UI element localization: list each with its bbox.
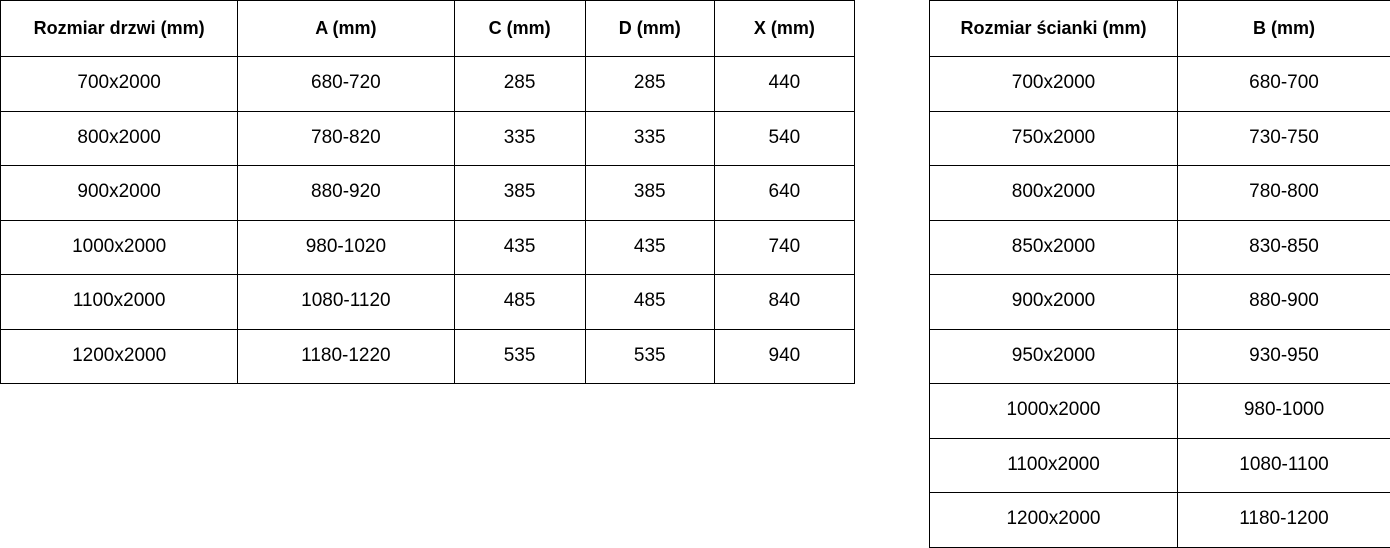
cell-b: 680-700 [1178,57,1390,112]
cell-x: 440 [714,57,854,112]
column-header-wall-size: Rozmiar ścianki (mm) [930,1,1178,57]
cell-a: 780-820 [238,111,454,166]
cell-x: 840 [714,275,854,330]
cell-b: 730-750 [1178,111,1390,166]
cell-d: 285 [585,57,714,112]
table-row [930,57,1390,112]
cell-wall-size: 1100x2000 [930,438,1178,493]
cell-a: 980-1020 [238,220,454,275]
cell-a: 680-720 [238,57,454,112]
cell-door-size: 1200x2000 [1,329,238,384]
cell-door-size: 900x2000 [1,166,238,221]
table-row [930,275,1390,330]
cell-wall-size: 750x2000 [930,111,1178,166]
cell-wall-size: 950x2000 [930,329,1178,384]
cell-wall-size: 1000x2000 [930,384,1178,439]
cell-b: 980-1000 [1178,384,1390,439]
cell-c: 385 [454,166,585,221]
table-row [930,493,1390,548]
cell-x: 540 [714,111,854,166]
cell-a: 1180-1220 [238,329,454,384]
cell-door-size: 800x2000 [1,111,238,166]
cell-x: 640 [714,166,854,221]
wall-table-head [930,1,1390,57]
table-row [930,329,1390,384]
cell-c: 335 [454,111,585,166]
table-row [930,166,1390,221]
column-header-b: B (mm) [1178,1,1390,57]
cell-wall-size: 800x2000 [930,166,1178,221]
cell-door-size: 700x2000 [1,57,238,112]
column-header-door-size: Rozmiar drzwi (mm) [1,1,238,57]
cell-door-size: 1100x2000 [1,275,238,330]
cell-x: 940 [714,329,854,384]
wall-table-body [930,57,1390,548]
column-header-d: D (mm) [585,1,714,57]
cell-c: 285 [454,57,585,112]
cell-b: 830-850 [1178,220,1390,275]
cell-b: 1080-1100 [1178,438,1390,493]
cell-d: 535 [585,329,714,384]
cell-c: 535 [454,329,585,384]
cell-door-size: 1000x2000 [1,220,238,275]
cell-wall-size: 850x2000 [930,220,1178,275]
cell-wall-size: 700x2000 [930,57,1178,112]
table-header-row [1,1,855,57]
cell-c: 435 [454,220,585,275]
cell-wall-size: 900x2000 [930,275,1178,330]
table-row [1,111,855,166]
cell-a: 880-920 [238,166,454,221]
table-row [930,384,1390,439]
table-row [1,329,855,384]
doors-table-body [1,57,855,384]
table-row [1,220,855,275]
table-row [1,166,855,221]
table-row [1,275,855,330]
cell-b: 780-800 [1178,166,1390,221]
column-header-c: C (mm) [454,1,585,57]
cell-x: 740 [714,220,854,275]
column-header-x: X (mm) [714,1,854,57]
cell-d: 485 [585,275,714,330]
cell-d: 385 [585,166,714,221]
column-header-a: A (mm) [238,1,454,57]
cell-b: 880-900 [1178,275,1390,330]
table-row [930,438,1390,493]
cell-wall-size: 1200x2000 [930,493,1178,548]
table-header-row [930,1,1390,57]
cell-c: 485 [454,275,585,330]
cell-d: 335 [585,111,714,166]
table-row [1,57,855,112]
cell-b: 930-950 [1178,329,1390,384]
cell-d: 435 [585,220,714,275]
cell-b: 1180-1200 [1178,493,1390,548]
doors-table-head [1,1,855,57]
wall-dimensions-table [929,0,1390,548]
table-row [930,111,1390,166]
cell-a: 1080-1120 [238,275,454,330]
doors-dimensions-table [0,0,855,384]
table-row [930,220,1390,275]
